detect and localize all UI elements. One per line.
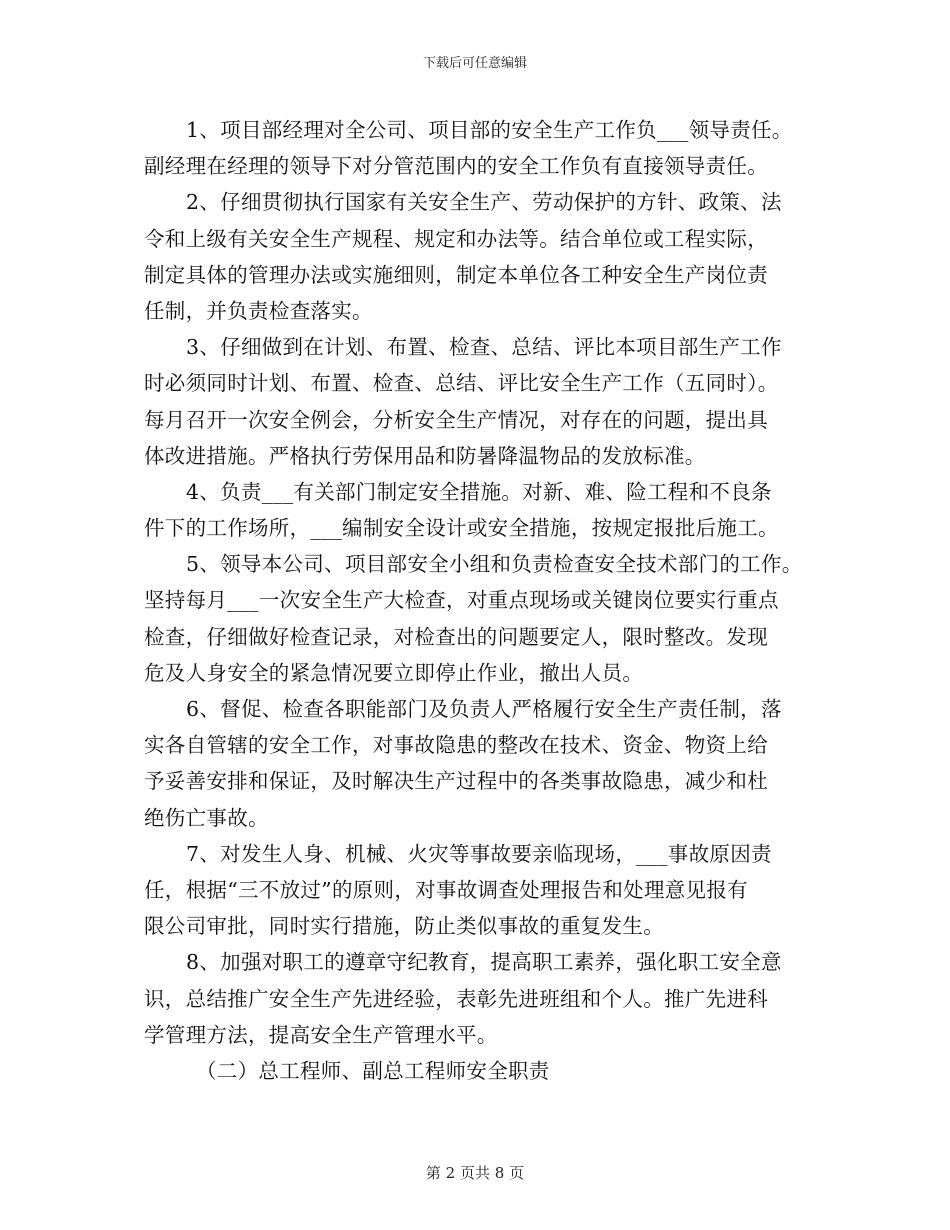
text-line: 危及人身安全的紧急情况要立即停止作业，撤出人员。 <box>144 660 644 685</box>
text-line: 1、项目部经理对全公司、项目部的安全生产工作负___领导责任。 <box>186 118 793 142</box>
text-line: 体改进措施。严格执行劳保用品和防暑降温物品的发放标准。 <box>144 443 706 468</box>
text-line: 检查，仔细做好检查记录，对检查出的问题要定人，限时整改。发现 <box>144 624 768 649</box>
page-number: 第 2 页共 8 页 <box>425 1164 525 1182</box>
text-line: 学管理方法，提高安全生产管理水平。 <box>144 1022 498 1047</box>
text-line: 令和上级有关安全生产规程、规定和办法等。结合单位或工程实际， <box>144 226 768 251</box>
text-line: 副经理在经理的领导下对分管范围内的安全工作负有直接领导责任。 <box>144 154 768 179</box>
text-line: 8、加强对职工的遵章守纪教育，提高职工素养，强化职工安全意 <box>186 950 782 975</box>
text-line: 坚持每月___一次安全生产大检查，对重点现场或关键岗位要实行重点 <box>144 588 779 613</box>
text-line: 限公司审批，同时实行措施，防止类似事故的重复发生。 <box>144 914 664 939</box>
text-line: 予妥善安排和保证，及时解决生产过程中的各类事故隐患，减少和杜 <box>144 769 768 794</box>
text-line: 识，总结推广安全生产先进经验，表彰先进班组和个人。推广先进科 <box>144 986 768 1011</box>
section-heading: （二）总工程师、副总工程师安全职责 <box>196 1058 550 1083</box>
text-line: 件下的工作场所，___编制安全设计或安全措施，按规定报批后施工。 <box>144 516 779 541</box>
page-header: 下载后可任意编辑 <box>422 56 527 71</box>
text-line: 任，根据“三不放过”的原则，对事故调查处理报告和处理意见报有 <box>144 877 748 902</box>
text-line: 3、仔细做到在计划、布置、检查、总结、评比本项目部生产工作 <box>186 335 782 360</box>
text-line: 6、督促、检查各职能部门及负责人严格履行安全生产责任制，落 <box>186 697 782 721</box>
text-line: 任制，并负责检查落实。 <box>144 298 373 323</box>
text-line: 2、仔细贯彻执行国家有关安全生产、劳动保护的方针、政策、法 <box>186 190 782 215</box>
text-line: 时必须同时计划、布置、检查、总结、评比安全生产工作（五同时）。 <box>144 371 779 396</box>
text-line: 7、对发生人身、机械、火灾等事故要亲临现场，___事故原因责 <box>186 841 772 866</box>
text-line: 制定具体的管理办法或实施细则，制定本单位各工种安全生产岗位责 <box>144 262 768 287</box>
text-line: 每月召开一次安全例会，分析安全生产情况，对存在的问题，提出具 <box>144 407 768 432</box>
text-line: 4、负责___有关部门制定安全措施。对新、难、险工程和不良条 <box>186 479 772 504</box>
text-line: 实各自管辖的安全工作，对事故隐患的整改在技术、资金、物资上给 <box>144 733 768 758</box>
text-line: 5、领导本公司、项目部安全小组和负责检查安全技术部门的工作。 <box>186 552 803 577</box>
document-body <box>144 112 814 1089</box>
text-line: 绝伤亡事故。 <box>144 805 269 830</box>
